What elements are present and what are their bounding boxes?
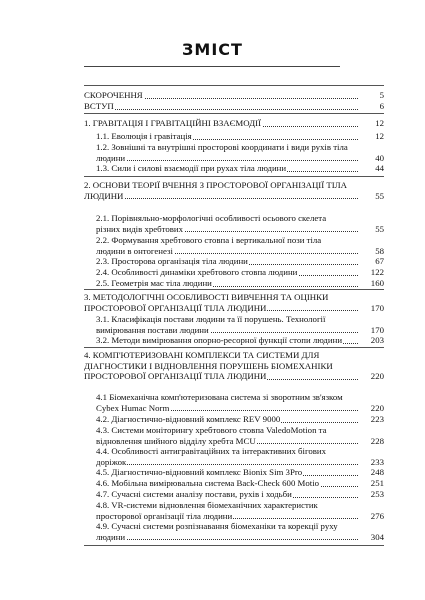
toc-entry[interactable] [84,180,384,201]
toc-entry[interactable] [84,101,384,112]
toc-entry[interactable] [96,131,384,142]
entry-title: 4.9. Сучасні системи розпізнавання біомеханіки та корекції руху [96,521,338,531]
toc-entry[interactable] [96,467,384,478]
entry-title: різних видів хребтових [96,223,184,234]
page-title: ЗМІСТ [182,40,243,59]
toc-entry[interactable] [96,446,384,467]
page-number: 228 [360,436,384,447]
toc-entry[interactable] [84,292,384,313]
dot-leader [96,160,358,161]
entry-title: 4.4. Особливості антигравітаційних та інтерактивних бігових [96,446,327,456]
entry-title: СКОРОЧЕННЯ [84,90,143,100]
toc-entry[interactable] [96,335,384,346]
toc-entry[interactable] [96,163,384,174]
page-number: 122 [360,267,384,278]
page-number: 40 [360,153,384,164]
toc-entry[interactable] [96,500,384,521]
entry-title: ДІАГНОСТИКИ І ВІДНОВЛЕННЯ ПОРУШЕНЬ БІОМЕХАНІКИ [84,360,333,371]
dot-leader [96,539,358,540]
page-number: 12 [360,118,384,129]
page-number: 170 [360,325,384,336]
page-number: 170 [360,303,384,314]
entry-title: вимірювання постави людини [96,324,209,335]
dot-leader [96,464,358,465]
entry-title: людини [96,152,126,163]
toc-entry[interactable] [96,414,384,425]
page-number: 160 [360,278,384,289]
page-number: 6 [360,101,384,112]
toc-entry[interactable] [96,314,384,335]
toc-entry[interactable] [96,489,384,500]
entry-title: доріжок [96,456,127,467]
entry-title: 4.5. Діагностично-відновний комплекс Bionix Sim 3Pro [96,467,303,477]
entry-title: 2. ОСНОВИ ТЕОРІЇ ВЧЕННЯ З ПРОСТОРОВОЇ ОРГАНІЗАЦІЇ ТІЛА [84,180,347,190]
page-number: 67 [360,256,384,267]
toc-entry[interactable] [96,478,384,489]
page-number: 253 [360,489,384,500]
page-number: 55 [360,191,384,202]
toc-entry[interactable] [84,118,384,129]
entry-title: 4.2. Діагностично-відновний комплекс REV 9000 [96,414,281,424]
toc-entry[interactable] [96,267,384,278]
toc-entry[interactable] [96,235,384,256]
toc-entry[interactable] [84,90,384,101]
toc-entry[interactable] [96,213,384,234]
entry-title: Cybex Humac Norm [96,402,170,413]
entry-title: 1.2. Зовнішні та внутрішні просторові координати і види рухів тіла [96,142,348,152]
page-number: 55 [360,224,384,235]
toc-entry[interactable] [96,392,384,413]
entry-title: 1. ГРАВІТАЦІЯ І ГРАВІТАЦІЙНІ ВЗАЄМОДІЇ [84,118,262,128]
toc-entry[interactable] [96,425,384,446]
dot-leader [84,198,358,199]
toc-entry[interactable] [96,142,384,163]
page-number: 233 [360,457,384,468]
toc-entry[interactable] [96,521,384,542]
entry-title: 4. КОМП'ЮТЕРИЗОВАНІ КОМПЛЕКСИ ТА СИСТЕМИ ДЛЯ [84,350,320,360]
page-number: 220 [360,403,384,414]
entry-title: 4.7. Сучасні системи аналізу постави, рухів і ходьби [96,489,292,499]
entry-title: 1.1. Еволюція і гравітація [96,131,192,141]
page-number: 276 [360,511,384,522]
entry-title: 2.5. Геометрія мас тіла людини [96,278,212,288]
toc-entry[interactable] [96,256,384,267]
entry-title: 4.8. VR-системи відновлення біомеханічних характеристик [96,500,318,510]
page-number: 203 [360,335,384,346]
entry-title: ПРОСТОРОВОЇ ОРГАНІЗАЦІЇ ТІЛА ЛЮДИНИ [84,371,267,381]
entry-title: 4.3. Системи моніторингу хребтового стовпа ValedoMotion та [96,425,327,435]
entry-title: 1.3. Сили і силові взаємодії при рухах тіла людини [96,163,287,173]
entry-title: 2.1. Порівняльно-морфологічні особливості осьового скелета [96,213,327,223]
entry-title: 2.4. Особливості динаміки хребтового стовпа людини [96,267,298,277]
page-number: 58 [360,246,384,257]
page-number: 251 [360,478,384,489]
entry-title: людини [96,531,126,542]
entry-title: 3.1. Класифікація постави людини та її порушень. Технології [96,314,326,324]
toc-entry[interactable] [84,350,384,382]
page-number: 44 [360,163,384,174]
entry-title: відновлення шийного відділу хребта MCU [96,435,256,446]
dot-leader [84,109,358,110]
page-number: 220 [360,371,384,382]
page-number: 12 [360,131,384,142]
entry-title: 2.3. Просторова організація тіла людини [96,256,248,266]
entry-title: просторової організації тіла людини [96,510,233,521]
entry-title: 4.6. Мобільна вимірювальна система Back-Check 600 Motio [96,478,320,488]
entry-title: ПРОСТОРОВОЇ ОРГАНІЗАЦІЇ ТІЛА ЛЮДИНИ [84,302,267,313]
toc-entry[interactable] [96,278,384,289]
entry-title: ВСТУП [84,101,114,111]
page-number: 248 [360,467,384,478]
page-number: 304 [360,532,384,543]
page-number: 5 [360,90,384,101]
entry-title: 3. МЕТОДОЛОГІЧНІ ОСОБЛИВОСТІ ВИВЧЕННЯ ТА ОЦІНКИ [84,292,329,302]
entry-title: людини в онтогенезі [96,245,173,256]
entry-title: 4.1 Біомеханічна комп'ютеризована система зі зворотним зв'язком [96,392,343,402]
entry-title: ЛЮДИНИ [84,190,124,201]
entry-title: 3.2. Методи вимірювання опорно-ресорної функції стопи людини [96,335,343,345]
entry-title: 2.2. Формування хребтового стовпа і вертикальної пози тіла [96,235,322,245]
page-number: 223 [360,414,384,425]
